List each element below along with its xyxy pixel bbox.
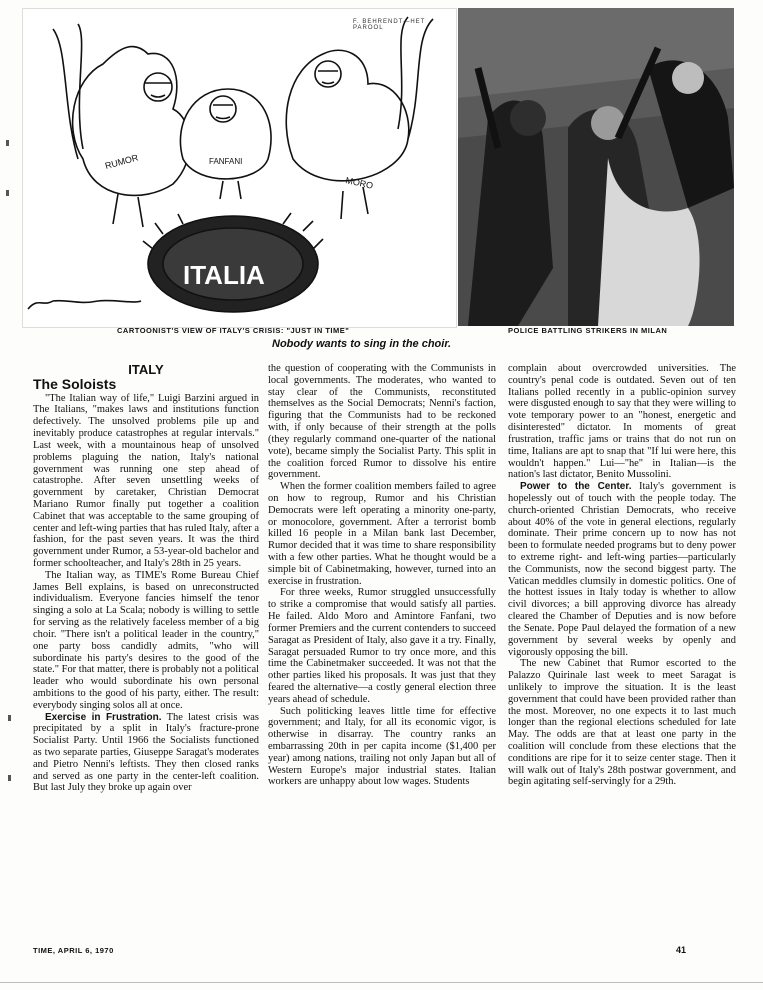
margin-mark	[8, 715, 11, 721]
cartoon-drawing	[23, 9, 456, 327]
cartoon-caption: CARTOONIST'S VIEW OF ITALY'S CRISIS: "JUST IN TIME"	[117, 326, 350, 335]
bottom-rule	[0, 982, 763, 983]
paragraph	[508, 481, 736, 658]
subhead-exercise-in-frustration: Exercise in Frustration.	[45, 711, 162, 723]
cartoon-label-fanfani: FANFANI	[209, 157, 243, 166]
footer-issue: TIME, APRIL 6, 1970	[33, 946, 114, 955]
cartoon-illustration	[22, 8, 457, 328]
margin-mark	[8, 775, 11, 781]
cartoon-label-moro: MORO	[344, 175, 375, 191]
subcaption: Nobody wants to sing in the choir.	[272, 338, 452, 350]
paragraph	[33, 712, 259, 795]
paragraph-text: The latest crisis was precipitated by a split in Italy's fracture-prone Socialist Party. Until 1966 the Socialists functioned as two separate parties, Giuseppe Saragat's moderates and Pietro Nenni's leftists. They then closed ranks and served as one party in the center-left coalition. But last July they broke up again over	[33, 711, 259, 794]
paragraph: When the former coalition members failed to agree on how to regroup, Rumor and his Christian Democrats were left operating a minority one-party, or monocolore, government. After a terrorist bomb killed 16 people in a Milan bank last December, Rumor decided that it was time to share responsibility with a few other parties. What he thought would be a simple bit of Cabinetmaking, however, turned into an exercise in frustration.	[268, 481, 496, 587]
strike-photo	[458, 8, 734, 326]
photo-image	[458, 8, 734, 326]
headline: The Soloists	[33, 375, 117, 392]
article-column-1	[33, 364, 259, 794]
subhead-power-to-the-center: Power to the Center.	[520, 481, 632, 493]
article-column-3	[508, 363, 736, 788]
paragraph: Such politicking leaves little time for effective government; and Italy, for all its economic vigor, is otherwise in disarray. The country ranks an embarrassing 20th in per capita income ($1,400 per year) among nations, trailing not only Japan but all of Western Europe's major industrial states. Italian workers are unhappy about low wages. Students	[268, 705, 496, 788]
paragraph: "The Italian way of life," Luigi Barzini argued in The Italians, "makes laws and institutions function defectively. The unsolved problems pile up and inevitably produce catastrophes at regular intervals." Last week, with a mountainous heap of unsolved problems plaguing the nation, Italy's national government was running one step ahead of catastrophe. After seven unsettling weeks of government by caretaker, Christian Democrat Mariano Rumor finally put together a coalition Cabinet that was acceptable to the same grouping of center and left-wing parties that has ruled Italy, after a fashion, for the past seven years. It was the third government under Rumor, a 53-year-old bachelor and former schoolteacher, and Italy's 28th in 25 years.	[33, 392, 259, 569]
cartoon-nest-text: ITALIA	[183, 260, 265, 290]
margin-mark	[6, 140, 9, 146]
page-number: 41	[676, 945, 687, 955]
paragraph: complain about overcrowded universities. The country's penal code is outdated. Seven out of ten Italians polled recently in a public-opinion survey were disgusted enough to say that they were willing to vote temporary power to an "honest, energetic and disinterested" dictator. In moments of great frustration, traffic jams or trains that do not run on time, Italians are apt to snap that "If lui were here, this wouldn't happen." Lui—"he" in Italian—is the nation's last dictator, Benito Mussolini.	[508, 363, 736, 481]
paragraph: The new Cabinet that Rumor escorted to the Palazzo Quirinale last week to meet Saragat is unlikely to improve the situation. It is the least government that could have been provided rather than the most. Moreover, no one expects it to last much longer than the regional elections scheduled for late May. The odds are that at least one party in the coalition will conclude from these elections that the conditions are ripe for it to seize center stage. Then it will walk out of Italy's 28th postwar government, and begin agitating self-servingly for a 29th.	[508, 658, 736, 788]
paragraph: The Italian way, as TIME's Rome Bureau Chief James Bell explains, is based on unreconstructed individualism. Everyone fancies himself the tenor singing a solo at La Scala; nobody is willing to settle for serving as the relatively faceless member of a big choir. "There isn't a political leader in the country," one party boss candidly admits, "who will subordinate his party's desires to the good of the state." For that matter, there is probably not a political leader who would subordinate his own personal ambitions to the good of his party, either. The result: everybody singing solos all at once.	[33, 569, 259, 711]
margin-mark	[6, 190, 9, 196]
article-column-2	[268, 363, 496, 788]
cartoon-label-rumor: RUMOR	[103, 152, 140, 171]
paragraph: For three weeks, Rumor struggled unsuccessfully to strike a compromise that would satisfy all parties. He failed. Aldo Moro and Amintore Fanfani, two former Premiers and the current contenders to succeed Saragat as President of Italy, also gave it a try. Finally, Saragat persuaded Rumor to try once more, and this time the Cabinetmaker succeeded. It was not that the other parties liked his proposals. It was just that they feared the alternative—a costly general election three years ahead of schedule.	[268, 587, 496, 705]
section-title: ITALY	[128, 362, 164, 377]
photo-caption: POLICE BATTLING STRIKERS IN MILAN	[508, 326, 668, 335]
paragraph: the question of cooperating with the Communists in local governments. The moderates, who wanted to stay clear of the Communists, reconstituted themselves as the Social Democrats; Nenni's faction, figuring that the Communists had to be reckoned with, if only because of their strength at the polls (they regularly command one-quarter of the national vote), became simply the Socialist Party. This split in the coalition forced Rumor to dissolve his entire government.	[268, 363, 496, 481]
cartoon-credit: F. BEHRENDT—HET PAROOL	[353, 19, 426, 31]
paragraph-text: Italy's government is hopelessly out of touch with the people today. The church-oriented Christian Democrats, who receive about 40% of the vote in general elections, regularly dominate. Their prime concern up to now has not been to formulate needed programs but to deny power to extreme right- and left-wing parties—particularly the Communists, now the second biggest party. The Vatican meddles clumsily in domestic politics. One of the hottest issues in Italy today is whether to allow civil divorces; a bill approving divorce has already cleared the Chamber of Deputies and is now before the Senate. Pope Paul delayed the formation of a new government by several weeks by openly and vigorously opposing the bill.	[508, 481, 736, 658]
